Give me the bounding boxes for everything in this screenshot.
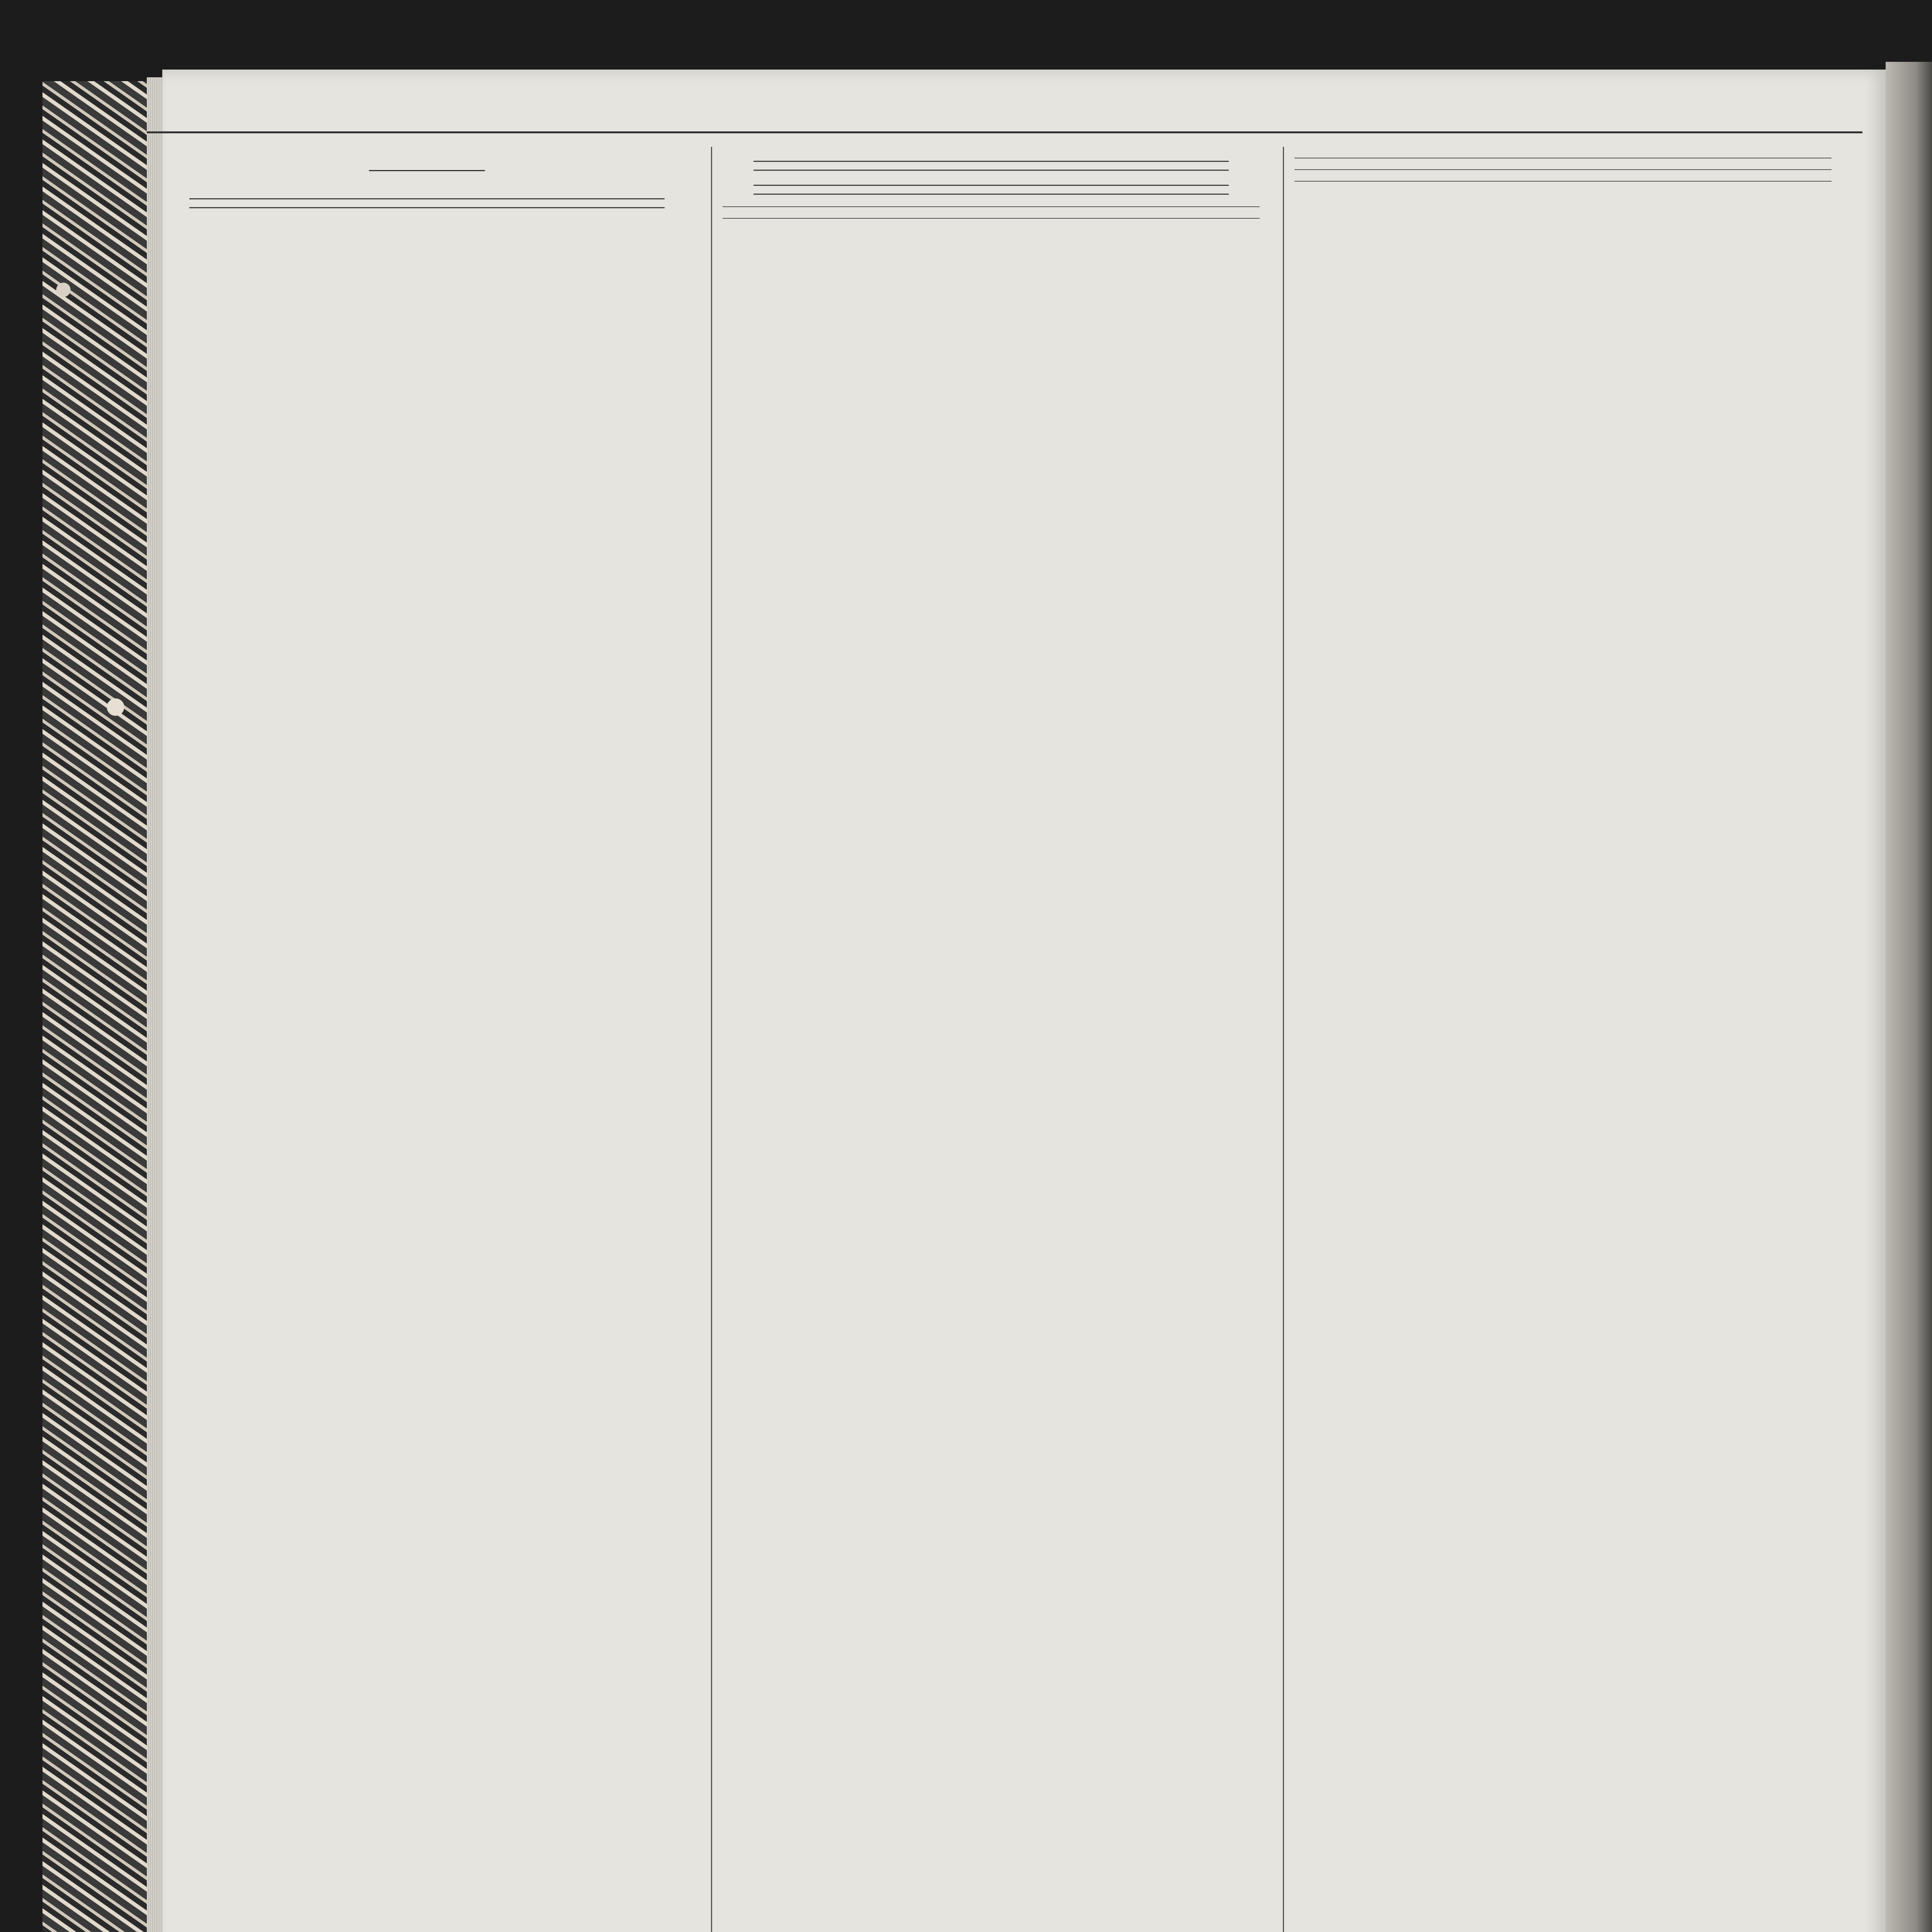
divider	[723, 218, 1260, 219]
divider	[723, 206, 1260, 207]
title-rule	[369, 170, 485, 171]
page-header	[147, 102, 1862, 126]
section-heading	[189, 198, 665, 208]
divider	[1294, 169, 1832, 170]
section-heading	[753, 161, 1229, 171]
column-rule-1	[711, 147, 712, 1932]
column-rule-2	[1283, 147, 1284, 1932]
section-heading	[753, 185, 1229, 195]
header-rule	[147, 131, 1862, 133]
book-cover-marble	[43, 81, 149, 1932]
column-1	[158, 147, 696, 1932]
page-edges-right	[1886, 62, 1932, 1932]
column-3	[1294, 147, 1832, 1932]
divider	[1294, 181, 1832, 182]
column-2	[723, 147, 1260, 1932]
